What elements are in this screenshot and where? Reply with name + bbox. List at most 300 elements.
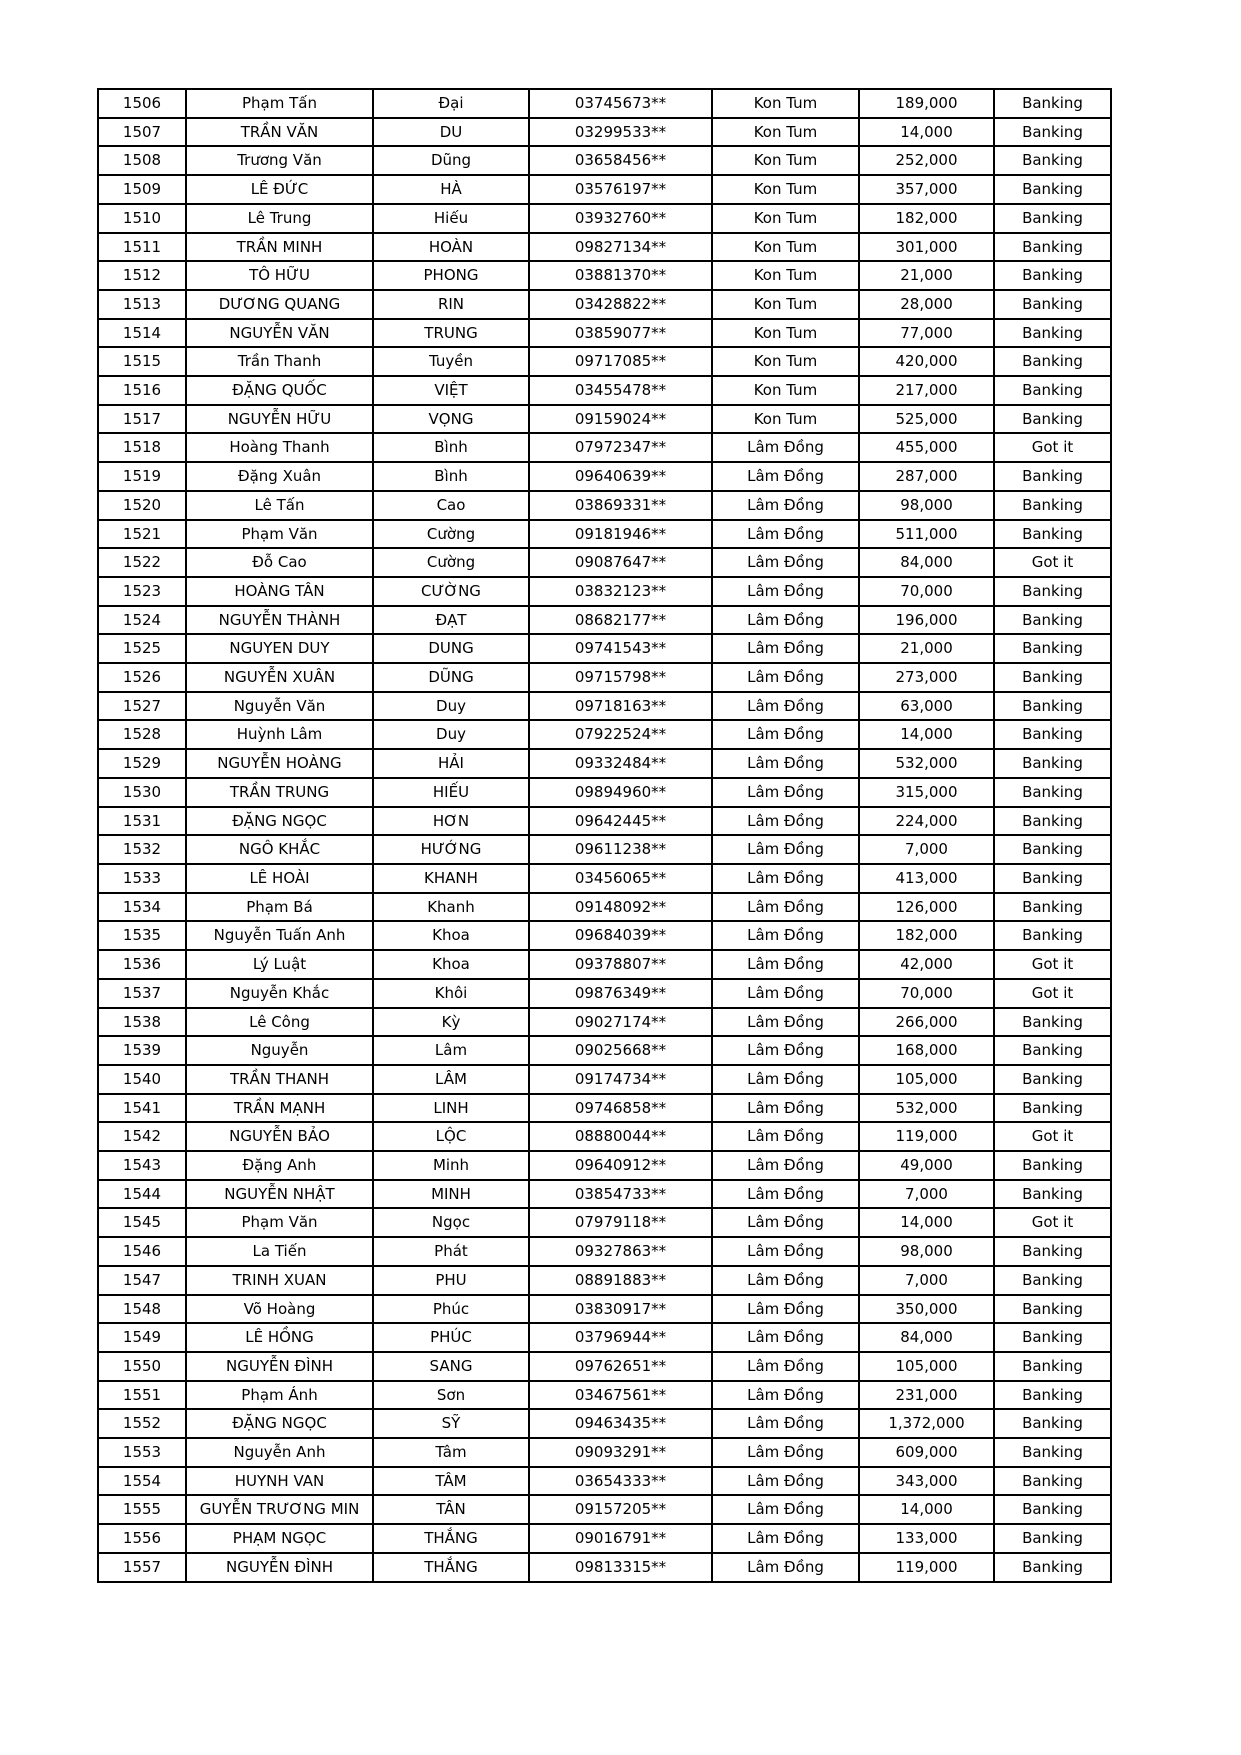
cell-province: Lâm Đồng (712, 720, 859, 749)
cell-province: Lâm Đồng (712, 778, 859, 807)
table-row (98, 1208, 1111, 1237)
table-row (98, 634, 1111, 663)
cell-first-name: Võ Hoàng (186, 1295, 373, 1324)
cell-given-name: THẮNG (373, 1524, 529, 1553)
table-row (98, 175, 1111, 204)
cell-row-id: 1511 (98, 233, 186, 262)
cell-given-name: HƠN (373, 807, 529, 836)
cell-province: Lâm Đồng (712, 491, 859, 520)
cell-amount: 609,000 (859, 1438, 994, 1467)
cell-status: Got it (994, 433, 1111, 462)
cell-given-name: Duy (373, 692, 529, 721)
cell-given-name: ĐẠT (373, 606, 529, 635)
cell-first-name: Đặng Anh (186, 1151, 373, 1180)
table-row (98, 261, 1111, 290)
cell-status: Banking (994, 1323, 1111, 1352)
cell-status: Banking (994, 261, 1111, 290)
cell-amount: 14,000 (859, 118, 994, 147)
cell-row-id: 1513 (98, 290, 186, 319)
cell-row-id: 1515 (98, 347, 186, 376)
cell-row-id: 1544 (98, 1180, 186, 1209)
cell-phone-number: 03932760** (529, 204, 712, 233)
cell-row-id: 1542 (98, 1122, 186, 1151)
cell-amount: 28,000 (859, 290, 994, 319)
cell-province: Lâm Đồng (712, 1524, 859, 1553)
table-row (98, 520, 1111, 549)
cell-amount: 77,000 (859, 319, 994, 348)
cell-status: Banking (994, 520, 1111, 549)
cell-phone-number: 03854733** (529, 1180, 712, 1209)
table-row (98, 118, 1111, 147)
cell-amount: 287,000 (859, 462, 994, 491)
cell-first-name: TRẦN THANH (186, 1065, 373, 1094)
cell-amount: 14,000 (859, 1495, 994, 1524)
cell-first-name: Hoàng Thanh (186, 433, 373, 462)
cell-row-id: 1546 (98, 1237, 186, 1266)
cell-first-name: ĐẶNG NGỌC (186, 1409, 373, 1438)
cell-phone-number: 09181946** (529, 520, 712, 549)
cell-first-name: Nguyễn Anh (186, 1438, 373, 1467)
cell-row-id: 1539 (98, 1036, 186, 1065)
cell-first-name: HOÀNG TÂN (186, 577, 373, 606)
cell-phone-number: 09813315** (529, 1553, 712, 1582)
table-row (98, 835, 1111, 864)
cell-amount: 182,000 (859, 204, 994, 233)
cell-amount: 196,000 (859, 606, 994, 635)
cell-status: Got it (994, 979, 1111, 1008)
cell-status: Banking (994, 233, 1111, 262)
table-row (98, 921, 1111, 950)
cell-row-id: 1525 (98, 634, 186, 663)
cell-row-id: 1512 (98, 261, 186, 290)
cell-given-name: Phát (373, 1237, 529, 1266)
cell-first-name: Phạm Văn (186, 520, 373, 549)
cell-status: Got it (994, 548, 1111, 577)
cell-status: Banking (994, 1008, 1111, 1037)
cell-amount: 70,000 (859, 577, 994, 606)
cell-phone-number: 03796944** (529, 1323, 712, 1352)
cell-province: Lâm Đồng (712, 1094, 859, 1123)
cell-row-id: 1531 (98, 807, 186, 836)
cell-province: Kon Tum (712, 319, 859, 348)
table-row (98, 1467, 1111, 1496)
cell-first-name: Nguyễn Tuấn Anh (186, 921, 373, 950)
cell-row-id: 1543 (98, 1151, 186, 1180)
cell-first-name: La Tiến (186, 1237, 373, 1266)
cell-province: Lâm Đồng (712, 1295, 859, 1324)
cell-first-name: Đặng Xuân (186, 462, 373, 491)
cell-first-name: Đỗ Cao (186, 548, 373, 577)
cell-first-name: TÔ HỮU (186, 261, 373, 290)
cell-phone-number: 09684039** (529, 921, 712, 950)
cell-status: Banking (994, 606, 1111, 635)
cell-given-name: Tâm (373, 1438, 529, 1467)
cell-given-name: Khôi (373, 979, 529, 1008)
cell-row-id: 1520 (98, 491, 186, 520)
cell-given-name: Kỳ (373, 1008, 529, 1037)
cell-row-id: 1541 (98, 1094, 186, 1123)
cell-first-name: Lý Luật (186, 950, 373, 979)
cell-phone-number: 09463435** (529, 1409, 712, 1438)
cell-amount: 42,000 (859, 950, 994, 979)
cell-amount: 7,000 (859, 835, 994, 864)
cell-first-name: TRẦN VĂN (186, 118, 373, 147)
cell-row-id: 1528 (98, 720, 186, 749)
cell-phone-number: 09876349** (529, 979, 712, 1008)
cell-first-name: TRẦN TRUNG (186, 778, 373, 807)
table-row (98, 233, 1111, 262)
table-row (98, 319, 1111, 348)
cell-status: Banking (994, 405, 1111, 434)
cell-province: Lâm Đồng (712, 864, 859, 893)
cell-province: Lâm Đồng (712, 548, 859, 577)
cell-first-name: LÊ ĐỨC (186, 175, 373, 204)
cell-amount: 7,000 (859, 1180, 994, 1209)
cell-given-name: Cao (373, 491, 529, 520)
cell-given-name: Bình (373, 462, 529, 491)
cell-phone-number: 07972347** (529, 433, 712, 462)
cell-first-name: HUYNH VAN (186, 1467, 373, 1496)
cell-status: Banking (994, 1094, 1111, 1123)
table-row (98, 1323, 1111, 1352)
table-row (98, 462, 1111, 491)
cell-given-name: SỸ (373, 1409, 529, 1438)
cell-row-id: 1533 (98, 864, 186, 893)
table-row (98, 1122, 1111, 1151)
cell-status: Banking (994, 1381, 1111, 1410)
cell-province: Lâm Đồng (712, 462, 859, 491)
cell-status: Banking (994, 807, 1111, 836)
cell-province: Lâm Đồng (712, 1553, 859, 1582)
cell-status: Banking (994, 577, 1111, 606)
cell-province: Lâm Đồng (712, 1438, 859, 1467)
cell-status: Banking (994, 749, 1111, 778)
cell-first-name: Lê Trung (186, 204, 373, 233)
cell-province: Kon Tum (712, 146, 859, 175)
cell-row-id: 1555 (98, 1495, 186, 1524)
cell-amount: 98,000 (859, 1237, 994, 1266)
cell-given-name: HOÀN (373, 233, 529, 262)
cell-phone-number: 03576197** (529, 175, 712, 204)
table-row (98, 1438, 1111, 1467)
cell-row-id: 1524 (98, 606, 186, 635)
cell-given-name: THẮNG (373, 1553, 529, 1582)
cell-province: Kon Tum (712, 405, 859, 434)
cell-amount: 224,000 (859, 807, 994, 836)
cell-status: Banking (994, 921, 1111, 950)
cell-phone-number: 03745673** (529, 89, 712, 118)
cell-row-id: 1514 (98, 319, 186, 348)
cell-phone-number: 09159024** (529, 405, 712, 434)
cell-given-name: Bình (373, 433, 529, 462)
cell-province: Lâm Đồng (712, 1352, 859, 1381)
cell-amount: 420,000 (859, 347, 994, 376)
cell-phone-number: 03830917** (529, 1295, 712, 1324)
cell-province: Kon Tum (712, 89, 859, 118)
cell-phone-number: 03467561** (529, 1381, 712, 1410)
cell-first-name: Lê Công (186, 1008, 373, 1037)
cell-given-name: LỘC (373, 1122, 529, 1151)
cell-phone-number: 09762651** (529, 1352, 712, 1381)
cell-amount: 455,000 (859, 433, 994, 462)
cell-status: Banking (994, 146, 1111, 175)
cell-phone-number: 09611238** (529, 835, 712, 864)
cell-row-id: 1534 (98, 893, 186, 922)
cell-row-id: 1532 (98, 835, 186, 864)
cell-first-name: TRẦN MẠNH (186, 1094, 373, 1123)
cell-amount: 98,000 (859, 491, 994, 520)
cell-given-name: Khoa (373, 950, 529, 979)
table-row (98, 1266, 1111, 1295)
cell-amount: 357,000 (859, 175, 994, 204)
cell-status: Banking (994, 1524, 1111, 1553)
cell-amount: 217,000 (859, 376, 994, 405)
cell-status: Banking (994, 1352, 1111, 1381)
cell-first-name: ĐẶNG NGỌC (186, 807, 373, 836)
cell-amount: 14,000 (859, 1208, 994, 1237)
table-row (98, 720, 1111, 749)
cell-given-name: Duy (373, 720, 529, 749)
cell-given-name: DU (373, 118, 529, 147)
cell-province: Lâm Đồng (712, 692, 859, 721)
table-row (98, 1008, 1111, 1037)
cell-amount: 350,000 (859, 1295, 994, 1324)
cell-phone-number: 03832123** (529, 577, 712, 606)
table-row (98, 376, 1111, 405)
cell-province: Lâm Đồng (712, 1065, 859, 1094)
cell-phone-number: 09025668** (529, 1036, 712, 1065)
cell-status: Banking (994, 720, 1111, 749)
cell-status: Banking (994, 118, 1111, 147)
cell-amount: 252,000 (859, 146, 994, 175)
cell-province: Kon Tum (712, 376, 859, 405)
cell-status: Banking (994, 893, 1111, 922)
table-row (98, 893, 1111, 922)
cell-given-name: Khanh (373, 893, 529, 922)
cell-row-id: 1540 (98, 1065, 186, 1094)
cell-amount: 301,000 (859, 233, 994, 262)
cell-given-name: HƯỚNG (373, 835, 529, 864)
cell-first-name: Nguyễn Văn (186, 692, 373, 721)
cell-province: Kon Tum (712, 204, 859, 233)
cell-status: Got it (994, 1122, 1111, 1151)
cell-row-id: 1537 (98, 979, 186, 1008)
table-row (98, 347, 1111, 376)
cell-status: Banking (994, 1237, 1111, 1266)
table-row (98, 89, 1111, 118)
table-row (98, 1553, 1111, 1582)
cell-amount: 1,372,000 (859, 1409, 994, 1438)
cell-province: Lâm Đồng (712, 921, 859, 950)
cell-given-name: DUNG (373, 634, 529, 663)
cell-phone-number: 03654333** (529, 1467, 712, 1496)
cell-amount: 273,000 (859, 663, 994, 692)
table-row (98, 1409, 1111, 1438)
cell-amount: 182,000 (859, 921, 994, 950)
cell-given-name: MINH (373, 1180, 529, 1209)
cell-row-id: 1530 (98, 778, 186, 807)
cell-row-id: 1508 (98, 146, 186, 175)
cell-row-id: 1516 (98, 376, 186, 405)
cell-phone-number: 08880044** (529, 1122, 712, 1151)
cell-status: Banking (994, 1409, 1111, 1438)
cell-phone-number: 03456065** (529, 864, 712, 893)
table-row (98, 663, 1111, 692)
cell-province: Lâm Đồng (712, 1266, 859, 1295)
cell-given-name: VIỆT (373, 376, 529, 405)
cell-province: Lâm Đồng (712, 950, 859, 979)
cell-first-name: NGUYỄN HỮU (186, 405, 373, 434)
cell-given-name: Sơn (373, 1381, 529, 1410)
cell-row-id: 1549 (98, 1323, 186, 1352)
cell-phone-number: 09174734** (529, 1065, 712, 1094)
cell-province: Lâm Đồng (712, 577, 859, 606)
cell-amount: 119,000 (859, 1553, 994, 1582)
cell-row-id: 1552 (98, 1409, 186, 1438)
table-row (98, 692, 1111, 721)
cell-amount: 63,000 (859, 692, 994, 721)
table-row (98, 1237, 1111, 1266)
table-body (98, 89, 1111, 1582)
cell-status: Banking (994, 634, 1111, 663)
cell-row-id: 1535 (98, 921, 186, 950)
cell-amount: 133,000 (859, 1524, 994, 1553)
cell-given-name: Khoa (373, 921, 529, 950)
cell-phone-number: 09016791** (529, 1524, 712, 1553)
cell-phone-number: 09093291** (529, 1438, 712, 1467)
table-row (98, 405, 1111, 434)
cell-province: Lâm Đồng (712, 1122, 859, 1151)
cell-province: Kon Tum (712, 233, 859, 262)
cell-first-name: NGUYỄN NHẬT (186, 1180, 373, 1209)
cell-province: Lâm Đồng (712, 1151, 859, 1180)
table-row (98, 979, 1111, 1008)
cell-province: Lâm Đồng (712, 1381, 859, 1410)
table-row (98, 749, 1111, 778)
cell-first-name: NGUYỄN HOÀNG (186, 749, 373, 778)
cell-given-name: PHU (373, 1266, 529, 1295)
cell-province: Lâm Đồng (712, 979, 859, 1008)
cell-phone-number: 09827134** (529, 233, 712, 262)
cell-first-name: Phạm Văn (186, 1208, 373, 1237)
cell-amount: 532,000 (859, 1094, 994, 1123)
cell-province: Lâm Đồng (712, 893, 859, 922)
cell-phone-number: 09327863** (529, 1237, 712, 1266)
cell-row-id: 1507 (98, 118, 186, 147)
table-row (98, 1151, 1111, 1180)
table-row (98, 1495, 1111, 1524)
cell-amount: 21,000 (859, 634, 994, 663)
cell-phone-number: 09741543** (529, 634, 712, 663)
cell-province: Lâm Đồng (712, 1008, 859, 1037)
cell-given-name: Cường (373, 520, 529, 549)
cell-province: Lâm Đồng (712, 835, 859, 864)
cell-first-name: TRINH XUAN (186, 1266, 373, 1295)
cell-amount: 105,000 (859, 1352, 994, 1381)
cell-first-name: DƯƠNG QUANG (186, 290, 373, 319)
cell-given-name: VỌNG (373, 405, 529, 434)
cell-first-name: NGUYỄN ĐÌNH (186, 1553, 373, 1582)
cell-status: Banking (994, 778, 1111, 807)
cell-given-name: LINH (373, 1094, 529, 1123)
cell-row-id: 1519 (98, 462, 186, 491)
table-row (98, 1524, 1111, 1553)
cell-status: Banking (994, 491, 1111, 520)
cell-status: Banking (994, 1266, 1111, 1295)
table-row (98, 778, 1111, 807)
cell-phone-number: 09027174** (529, 1008, 712, 1037)
cell-given-name: Hiếu (373, 204, 529, 233)
recipients-table (97, 88, 1112, 1583)
cell-status: Banking (994, 692, 1111, 721)
cell-row-id: 1518 (98, 433, 186, 462)
cell-row-id: 1538 (98, 1008, 186, 1037)
cell-phone-number: 08891883** (529, 1266, 712, 1295)
cell-amount: 84,000 (859, 1323, 994, 1352)
cell-given-name: Cường (373, 548, 529, 577)
cell-given-name: Dũng (373, 146, 529, 175)
cell-row-id: 1521 (98, 520, 186, 549)
cell-status: Banking (994, 462, 1111, 491)
cell-first-name: Nguyễn (186, 1036, 373, 1065)
cell-amount: 413,000 (859, 864, 994, 893)
cell-status: Banking (994, 864, 1111, 893)
cell-phone-number: 09157205** (529, 1495, 712, 1524)
table-row (98, 1094, 1111, 1123)
cell-province: Lâm Đồng (712, 1036, 859, 1065)
cell-amount: 21,000 (859, 261, 994, 290)
cell-status: Banking (994, 1151, 1111, 1180)
cell-given-name: HIẾU (373, 778, 529, 807)
cell-province: Lâm Đồng (712, 1409, 859, 1438)
cell-amount: 126,000 (859, 893, 994, 922)
table-row (98, 1352, 1111, 1381)
table-row (98, 146, 1111, 175)
cell-phone-number: 09332484** (529, 749, 712, 778)
cell-row-id: 1548 (98, 1295, 186, 1324)
cell-row-id: 1550 (98, 1352, 186, 1381)
cell-status: Banking (994, 376, 1111, 405)
cell-row-id: 1523 (98, 577, 186, 606)
table-row (98, 1295, 1111, 1324)
cell-first-name: NGUYỄN XUÂN (186, 663, 373, 692)
cell-status: Banking (994, 204, 1111, 233)
cell-province: Lâm Đồng (712, 1495, 859, 1524)
cell-status: Banking (994, 1553, 1111, 1582)
cell-province: Lâm Đồng (712, 433, 859, 462)
cell-province: Lâm Đồng (712, 1323, 859, 1352)
cell-status: Banking (994, 319, 1111, 348)
table-row (98, 606, 1111, 635)
cell-given-name: Tuyền (373, 347, 529, 376)
cell-row-id: 1545 (98, 1208, 186, 1237)
cell-row-id: 1554 (98, 1467, 186, 1496)
table-row (98, 807, 1111, 836)
cell-given-name: RIN (373, 290, 529, 319)
cell-status: Got it (994, 1208, 1111, 1237)
cell-phone-number: 09642445** (529, 807, 712, 836)
cell-first-name: NGUYỄN BẢO (186, 1122, 373, 1151)
table-row (98, 950, 1111, 979)
cell-first-name: LÊ HOÀI (186, 864, 373, 893)
cell-phone-number: 09717085** (529, 347, 712, 376)
cell-status: Banking (994, 663, 1111, 692)
cell-given-name: TÂN (373, 1495, 529, 1524)
cell-given-name: Lâm (373, 1036, 529, 1065)
cell-amount: 266,000 (859, 1008, 994, 1037)
cell-phone-number: 09715798** (529, 663, 712, 692)
cell-first-name: Nguyễn Khắc (186, 979, 373, 1008)
